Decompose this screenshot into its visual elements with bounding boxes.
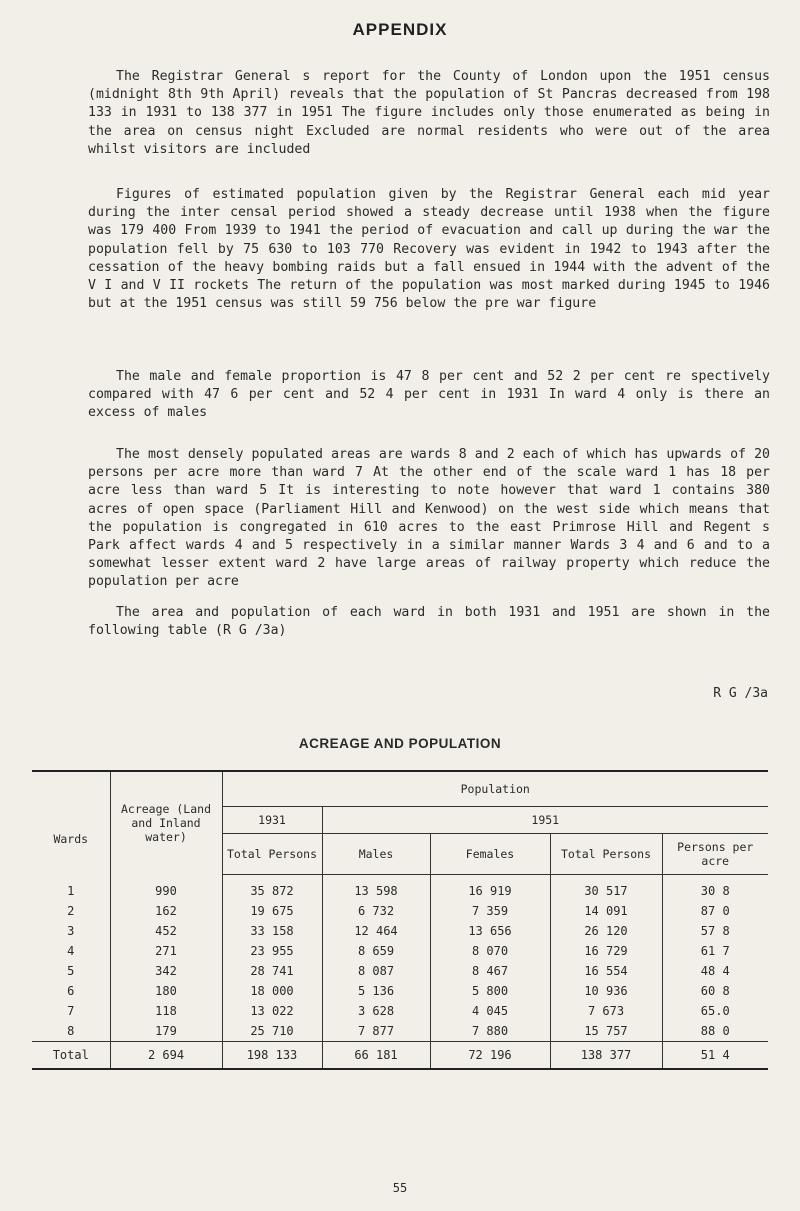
paragraph-density: The most densely populated areas are wards 8 and 2 each of which has upwards of 20 persons per acre more than ward 7 At the other end of the scale ward 1 has 18 per acre less than ward 5 It is interesting to note however that ward 1 contains 380 acres of open space (Parliament Hill and Kenwood) on the west side which means that the population is congregated in 610 acres to the east Primrose Hill and Regent s Park affect wards 4 and 5 respectively in a similar manner Wards 3 4 and 6 and to a somewhat lesser extent ward 2 have large areas of railway property which reduce the population per acre xyxy=(88,447,770,590)
cell-total-1951: 10 936 xyxy=(550,981,662,1001)
cell-total-1931: 18 000 xyxy=(222,981,322,1001)
cell-ward: 2 xyxy=(67,904,75,918)
total-acreage: 2 694 xyxy=(110,1042,222,1070)
cell-males: 7 877 xyxy=(322,1021,430,1042)
cell-acreage: 179 xyxy=(110,1021,222,1042)
table-body xyxy=(32,875,768,1070)
total-per-acre: 51 4 xyxy=(662,1042,768,1070)
cell-per-acre: 30 8 xyxy=(662,875,768,902)
cell-males: 13 598 xyxy=(322,875,430,902)
page-heading: APPENDIX xyxy=(352,20,448,39)
table-title: ACREAGE AND POPULATION xyxy=(298,736,502,751)
cell-total-1951: 16 554 xyxy=(550,961,662,981)
total-females: 72 196 xyxy=(430,1042,550,1070)
total-total-1931: 198 133 xyxy=(222,1042,322,1070)
table-row xyxy=(32,961,768,981)
cell-males: 3 628 xyxy=(322,1001,430,1021)
cell-ward: 4 xyxy=(67,944,75,958)
cell-total-1931: 35 872 xyxy=(222,875,322,902)
cell-total-1951: 14 091 xyxy=(550,901,662,921)
table-row xyxy=(32,921,768,941)
cell-females: 5 800 xyxy=(430,981,550,1001)
cell-ward: 5 xyxy=(67,964,75,978)
cell-males: 8 659 xyxy=(322,941,430,961)
header-population: Population xyxy=(222,771,768,807)
cell-females: 4 045 xyxy=(430,1001,550,1021)
cell-total-1931: 28 741 xyxy=(222,961,322,981)
table-reference: R G /3a xyxy=(713,686,768,701)
table-row xyxy=(32,941,768,961)
header-males: Males xyxy=(322,834,430,875)
cell-females: 8 467 xyxy=(430,961,550,981)
cell-males: 8 087 xyxy=(322,961,430,981)
cell-acreage: 342 xyxy=(110,961,222,981)
table-row xyxy=(32,901,768,921)
cell-females: 8 070 xyxy=(430,941,550,961)
header-total-persons-1951: Total Persons xyxy=(550,834,662,875)
cell-per-acre: 88 0 xyxy=(662,1021,768,1042)
table-row xyxy=(32,981,768,1001)
acreage-population-table xyxy=(32,770,768,1070)
table-total-row xyxy=(32,1042,768,1070)
cell-males: 5 136 xyxy=(322,981,430,1001)
page-number: 55 xyxy=(392,1181,408,1195)
cell-ward: 3 xyxy=(67,924,75,938)
paragraph-sex-proportion: The male and female proportion is 47 8 per cent and 52 2 per cent re spectively compared with 47 6 per cent and 52 4 per cent in 1931 In ward 4 only is there an excess of males xyxy=(88,369,770,421)
total-males: 66 181 xyxy=(322,1042,430,1070)
cell-per-acre: 48 4 xyxy=(662,961,768,981)
cell-per-acre: 65.0 xyxy=(662,1001,768,1021)
header-females: Females xyxy=(430,834,550,875)
cell-total-1931: 13 022 xyxy=(222,1001,322,1021)
table-row xyxy=(32,875,768,902)
header-year-1951: 1951 xyxy=(322,807,768,834)
cell-per-acre: 57 8 xyxy=(662,921,768,941)
cell-ward: 8 xyxy=(67,1024,75,1038)
header-wards: Wards xyxy=(32,771,110,875)
cell-total-1931: 33 158 xyxy=(222,921,322,941)
cell-total-1931: 23 955 xyxy=(222,941,322,961)
table-row xyxy=(32,1021,768,1042)
cell-ward: 6 xyxy=(67,984,75,998)
cell-females: 13 656 xyxy=(430,921,550,941)
cell-acreage: 271 xyxy=(110,941,222,961)
header-acreage: Acreage (Land and Inland water) xyxy=(110,771,222,875)
cell-ward: 1 xyxy=(67,883,75,898)
cell-acreage: 990 xyxy=(110,875,222,902)
paragraph-table-intro: The area and population of each ward in both 1931 and 1951 are shown in the following table (R G /3a) xyxy=(88,605,770,639)
cell-males: 12 464 xyxy=(322,921,430,941)
cell-total-1931: 25 710 xyxy=(222,1021,322,1042)
cell-females: 7 880 xyxy=(430,1021,550,1042)
cell-total-1951: 16 729 xyxy=(550,941,662,961)
header-year-1931: 1931 xyxy=(222,807,322,834)
paragraph-census-summary: The Registrar General s report for the County of London upon the 1951 census (midnight 8th 9th April) reveals that the population of St Pancras decreased from 198 133 in 1931 to 138 377 in 1951 The figure includes only those enumerated as being in the area on census night Excluded are normal residents who were out of the area whilst visitors are included xyxy=(88,69,770,157)
cell-males: 6 732 xyxy=(322,901,430,921)
cell-per-acre: 60 8 xyxy=(662,981,768,1001)
header-total-persons-1931: Total Persons xyxy=(222,834,322,875)
total-total-1951: 138 377 xyxy=(550,1042,662,1070)
header-persons-per-acre: Persons per acre xyxy=(662,834,768,875)
cell-females: 7 359 xyxy=(430,901,550,921)
cell-total-1931: 19 675 xyxy=(222,901,322,921)
cell-acreage: 452 xyxy=(110,921,222,941)
total-ward: Total xyxy=(32,1042,110,1070)
paragraph-intercensal-estimates: Figures of estimated population given by the Registrar General each mid year during the inter censal period showed a steady decrease until 1938 when the figure was 179 400 From 1939 to 1941 the period of evacuation and call up during the war the population fell by 75 630 to 103 770 Recovery was evident in 1942 to 1943 after the cessation of the heavy bombing raids but a fall ensued in 1944 with the advent of the V I and V II rockets The return of the population was most marked during 1945 to 1946 but at the 1951 census was still 59 756 below the pre war figure xyxy=(88,187,770,312)
cell-total-1951: 15 757 xyxy=(550,1021,662,1042)
cell-females: 16 919 xyxy=(430,875,550,902)
cell-per-acre: 87 0 xyxy=(662,901,768,921)
table-row xyxy=(32,1001,768,1021)
cell-acreage: 180 xyxy=(110,981,222,1001)
cell-per-acre: 61 7 xyxy=(662,941,768,961)
cell-acreage: 162 xyxy=(110,901,222,921)
cell-acreage: 118 xyxy=(110,1001,222,1021)
cell-ward: 7 xyxy=(67,1004,75,1018)
cell-total-1951: 30 517 xyxy=(550,875,662,902)
cell-total-1951: 26 120 xyxy=(550,921,662,941)
cell-total-1951: 7 673 xyxy=(550,1001,662,1021)
